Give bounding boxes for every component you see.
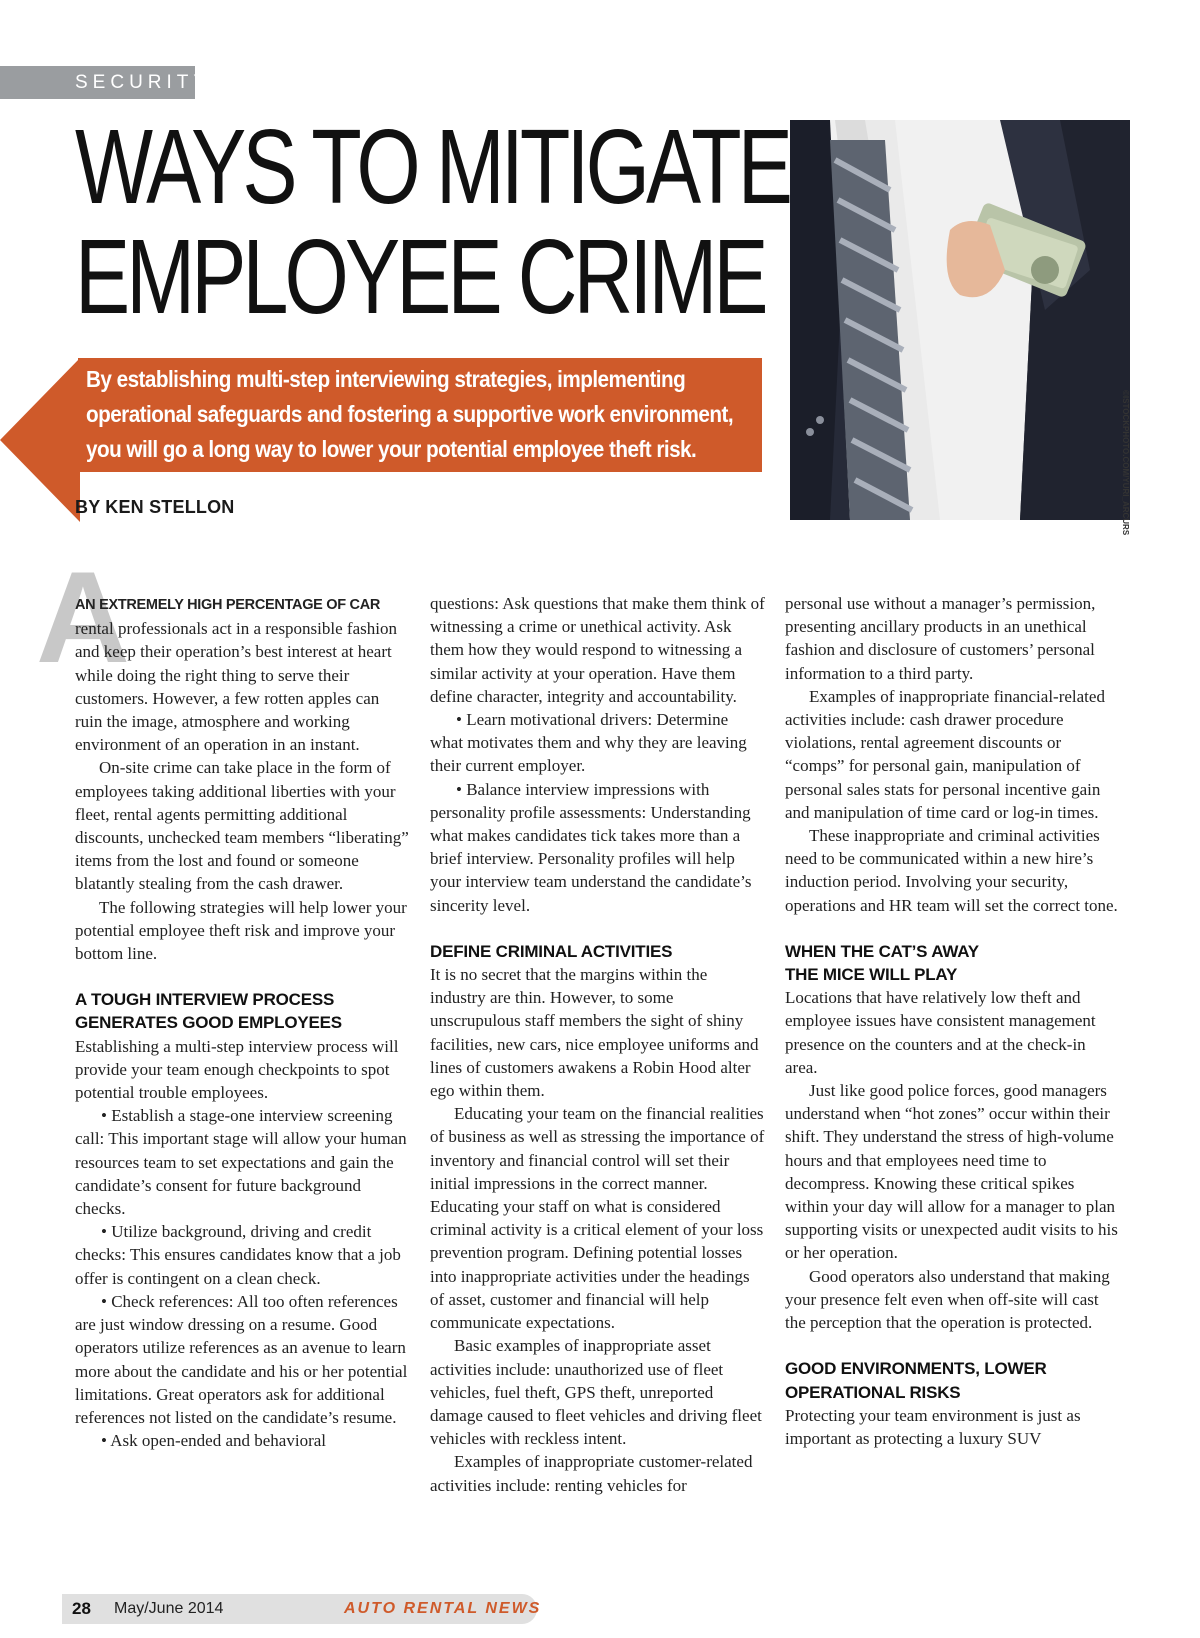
paragraph	[75, 592, 410, 756]
bullet-item: • Utilize background, driving and credit checks: This ensures candidates know that a job offer is contingent on a clean check.	[75, 1222, 401, 1288]
lead-in: AN EXTREMELY HIGH PERCENTAGE OF CAR	[75, 597, 381, 613]
paragraph: questions: Ask questions that make them think of witnessing a crime or unethical activity. Ask them how they would respond to witnessing a similar activity at your operation. Have them define character, integrity and accountability.	[430, 594, 765, 706]
bullet-item: • Check references: All too often references are just window dressing on a resume. Good operators utilize references as an avenue to learn more about the candidate and his or her potential limitations. Great operators ask for additional references not listed on the candidate’s resume.	[75, 1291, 408, 1427]
deck-banner	[78, 358, 762, 472]
paragraph: Locations that have relatively low theft and employee issues have consistent management presence on the counters and at the check-in area.	[785, 988, 1096, 1077]
paragraph: Examples of inappropriate financial-related activities include: cash drawer procedure violations, rental agreement discounts or “comps” for personal gain, manipulation of personal sales stats for personal incentive gain and manipulation of time card or log-in times.	[785, 686, 1105, 822]
page-number: 28	[72, 1599, 91, 1618]
paragraph: Basic examples of inappropriate asset activities include: unauthorized use of fleet vehicles, fuel theft, GPS theft, unreported damage caused to fleet vehicles and driving fleet vehicles with reckless intent.	[430, 1336, 762, 1449]
paragraph: On-site crime can take place in the form of employees taking additional liberties with your fleet, rental agents permitting additional discounts, unchecked team members “liberating” items from the lost and found or someone blatantly stealing from the cash drawer.	[75, 758, 409, 894]
article-photo	[790, 120, 1130, 520]
bullet-item: • Ask open-ended and behavioral	[101, 1431, 326, 1451]
bullet-item: • Learn motivational drivers: Determine what motivates them and why they are leaving their current employer.	[430, 710, 747, 776]
article-column-2	[430, 592, 765, 1497]
paragraph: These inappropriate and criminal activities need to be communicated within a new hire’s induction period. Involving your security, operations and HR team will set the correct tone.	[785, 826, 1118, 915]
paragraph-text: rental professionals act in a responsible fashion and keep their operation’s best interest at heart while doing the right thing to serve their customers. However, a few rotten apples can ruin the image, atmosphere and working environment of an operation in an instant.	[75, 619, 397, 755]
paragraph: The following strategies will help lower your potential employee theft risk and improve your bottom line.	[75, 897, 407, 964]
subheading: DEFINE CRIMINAL ACTIVITIES	[430, 941, 673, 961]
subheading: THE MICE WILL PLAY	[785, 965, 958, 985]
headline-line-1: WAYS TO MITIGATE	[75, 108, 789, 226]
paragraph: Good operators also understand that making your presence felt even when off-site will cast the perception that the operation is protected.	[785, 1266, 1110, 1333]
deck-text: By establishing multi-step interviewing strategies, implementing operational safeguards and fostering a supportive work environment, you will go a long way to lower your potential employee theft risk.	[86, 366, 734, 462]
byline: BY KEN STELLON	[75, 497, 235, 517]
bullet-item: • Establish a stage-one interview screening call: This important stage will allow your human resources team to set expectations and gain the candidate’s consent for future background checks.	[75, 1106, 407, 1219]
paragraph: Examples of inappropriate customer-related activities include: renting vehicles for	[430, 1452, 753, 1495]
magazine-name: AUTO RENTAL NEWS	[344, 1600, 542, 1617]
section-tag: SECURITY	[0, 66, 195, 99]
paragraph: Establishing a multi-step interview process will provide your team enough checkpoints to spot potential trouble employees.	[75, 1036, 399, 1103]
issue-date: May/June 2014	[114, 1600, 224, 1617]
paragraph: personal use without a manager’s permission, presenting ancillary products in an unethical fashion and disclosure of customers’ personal information to a third party.	[785, 594, 1096, 683]
bullet-item: • Balance interview impressions with personality profile assessments: Understanding what makes candidates tick takes more than a brief interview. Personality profiles will help your interview team understand the candidate’s sincerity level.	[430, 779, 752, 915]
paragraph: Just like good police forces, good managers understand when “hot zones” occur within their shift. They understand the stress of high-volume hours and that employees need time to decompress. Knowing these critical spikes within your day will allow for a manager to plan supporting visits or unexpected audit visits to his or her operation.	[785, 1081, 1118, 1263]
deck-arrow	[0, 358, 80, 522]
article-column-1	[75, 592, 410, 1452]
paragraph: Educating your team on the financial realities of business as well as stressing the importance of inventory and financial control will set their initial impressions in the correct manner. Educating your staff on what is considered criminal activity is a critical element of your loss prevention program. Defining potential losses into inappropriate activities under the headings of asset, customer and financial will help communicate expectations.	[430, 1104, 765, 1333]
photo-credit: ©ISTOCKPHOTO.COM/YURI_ARCURS	[1121, 390, 1130, 536]
headline	[75, 108, 789, 336]
subheading: WHEN THE CAT’S AWAY	[785, 941, 979, 961]
drop-cap: A	[36, 544, 130, 690]
headline-line-2: EMPLOYEE CRIME	[75, 218, 765, 336]
article-column-3	[785, 592, 1120, 1450]
businessman-money-illustration	[790, 120, 1130, 520]
paragraph: It is no secret that the margins within the industry are thin. However, to some unscrupulous staff members the sight of shiny facilities, new cars, nice employee uniforms and lines of customers awakens a Robin Hood alter ego within them.	[430, 965, 759, 1101]
subheading: A TOUGH INTERVIEW PROCESS GENERATES GOOD EMPLOYEES	[75, 990, 342, 1033]
subheading: GOOD ENVIRONMENTS, LOWER OPERATIONAL RISKS	[785, 1359, 1047, 1402]
paragraph: Protecting your team environment is just as important as protecting a luxury SUV	[785, 1405, 1081, 1448]
